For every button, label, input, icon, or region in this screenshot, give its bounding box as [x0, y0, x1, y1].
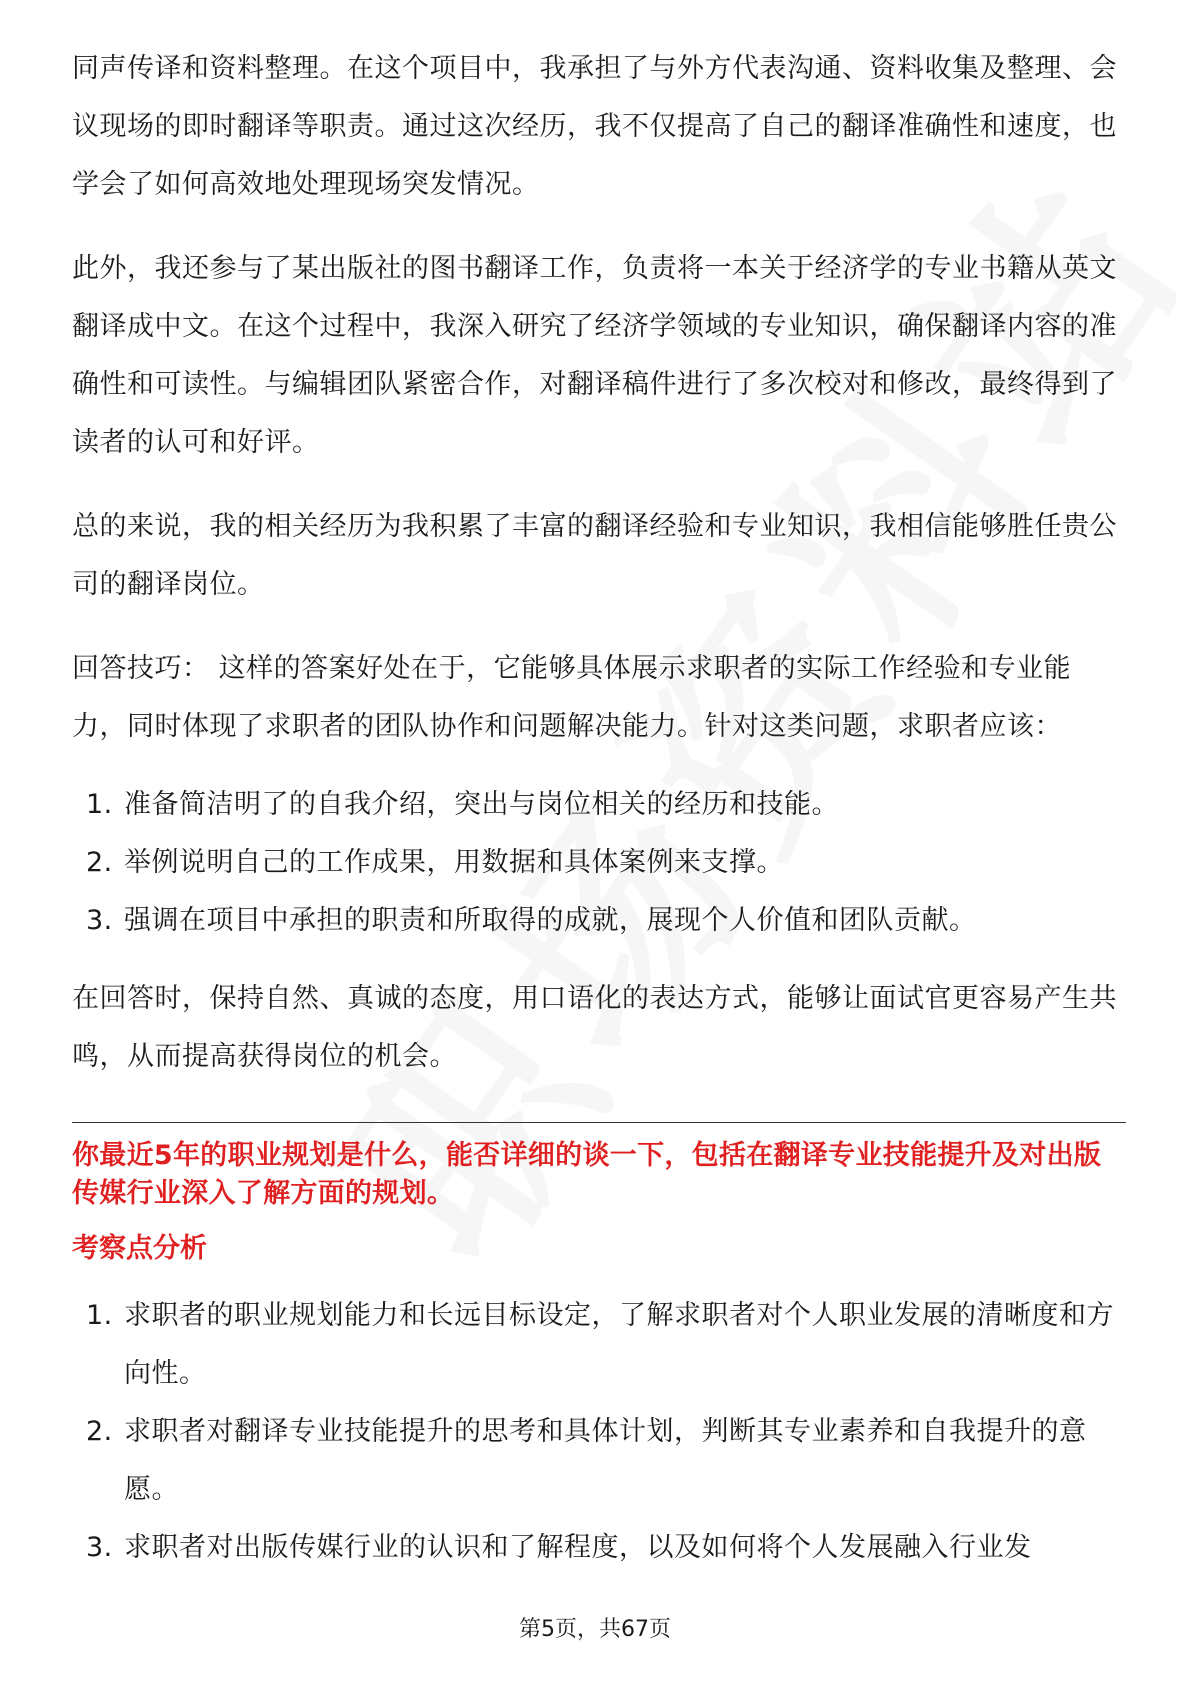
answer-tips-paragraph: 回答技巧： 这样的答案好处在于，它能够具体展示求职者的实际工作经验和专业能力，同时体现了求职者的团队协作和问题解决能力。针对这类问题，求职者应该：	[72, 653, 1072, 742]
document-page	[72, 40, 1126, 1577]
list-item	[72, 892, 1126, 950]
list-number: 2.	[86, 1416, 113, 1447]
list-number: 3.	[86, 1532, 113, 1563]
list-item-text: 求职者对出版传媒行业的认识和了解程度，以及如何将个人发展融入行业发	[124, 1532, 1032, 1563]
section-divider	[72, 1122, 1126, 1123]
list-number: 1.	[86, 1300, 113, 1331]
list-item-text: 准备简洁明了的自我介绍，突出与岗位相关的经历和技能。	[124, 789, 839, 820]
list-item	[72, 1403, 1126, 1519]
interview-question: 你最近5年的职业规划是什么，能否详细的谈一下，包括在翻译专业技能提升及对出版传媒行业深入了解方面的规划。	[72, 1140, 1102, 1209]
list-number: 1.	[86, 789, 113, 820]
list-item	[72, 1287, 1126, 1403]
list-item-text: 举例说明自己的工作成果，用数据和具体案例来支撑。	[124, 847, 784, 878]
list-item	[72, 1519, 1126, 1577]
paragraph: 总的来说，我的相关经历为我积累了丰富的翻译经验和专业知识，我相信能够胜任贵公司的翻译岗位。	[72, 511, 1117, 600]
tips-list	[72, 776, 1126, 950]
closing-paragraph: 在回答时，保持自然、真诚的态度，用口语化的表达方式，能够让面试官更容易产生共鸣，从而提高获得岗位的机会。	[72, 983, 1117, 1072]
list-item-text: 强调在项目中承担的职责和所取得的成就，展现个人价值和团队贡献。	[124, 905, 977, 936]
paragraph: 此外，我还参与了某出版社的图书翻译工作，负责将一本关于经济学的专业书籍从英文翻译成中文。在这个过程中，我深入研究了经济学领域的专业知识，确保翻译内容的准确性和可读性。与编辑团队紧密合作，对翻译稿件进行了多次校对和修改，最终得到了读者的认可和好评。	[72, 253, 1117, 458]
list-number: 3.	[86, 905, 113, 936]
list-item	[72, 776, 1126, 834]
list-item-text: 求职者的职业规划能力和长远目标设定，了解求职者对个人职业发展的清晰度和方向性。	[124, 1300, 1114, 1389]
analysis-list	[72, 1287, 1126, 1577]
analysis-heading: 考察点分析	[72, 1233, 207, 1264]
list-item-text: 求职者对翻译专业技能提升的思考和具体计划，判断其专业素养和自我提升的意愿。	[124, 1416, 1087, 1505]
list-number: 2.	[86, 847, 113, 878]
list-item	[72, 834, 1126, 892]
paragraph: 同声传译和资料整理。在这个项目中，我承担了与外方代表沟通、资料收集及整理、会议现场的即时翻译等职责。通过这次经历，我不仅提高了自己的翻译准确性和速度，也学会了如何高效地处理现场突发情况。	[72, 53, 1117, 200]
page-footer: 第5页，共67页	[519, 1617, 671, 1642]
